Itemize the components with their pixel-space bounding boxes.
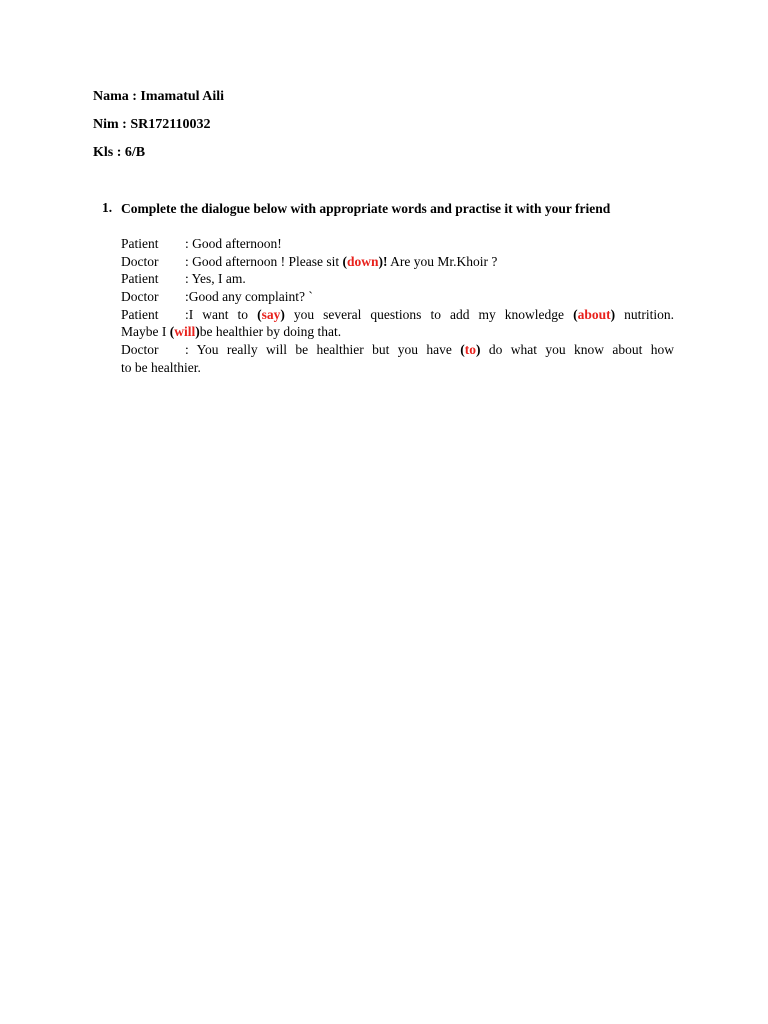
dialogue-line: [121, 360, 201, 376]
dialogue-text: : Good afternoon!: [185, 236, 282, 251]
dialogue-text: nutrition.: [615, 307, 674, 322]
dialogue-text: to be healthier.: [121, 360, 201, 375]
question-number: 1.: [102, 200, 113, 215]
dialogue-text: : You really will be healthier but you have: [185, 342, 461, 357]
dialogue-text: : Yes, I am.: [185, 271, 246, 286]
dialogue-text: you several questions to add my knowledge: [284, 307, 574, 322]
dialogue-line: Doctor : You really will be healthier but you have (to) do what you know about how: [121, 342, 674, 357]
dialogue-text: :Good any complaint? `: [185, 289, 313, 304]
dialogue-line: Maybe I (will)be healthier by doing that.: [121, 324, 342, 339]
answer-word: down: [346, 254, 379, 269]
dialogue-text: Maybe I: [121, 324, 170, 339]
speaker-label: Patient: [121, 236, 159, 251]
answer-word: will: [174, 324, 196, 339]
student-nim: Nim : SR172110032: [93, 117, 211, 132]
dialogue-line: [121, 236, 282, 252]
dialogue-line: Doctor : Good afternoon ! Please sit (down)! Are you Mr.Khoir ?: [121, 254, 498, 269]
speaker-label: Patient: [121, 307, 159, 322]
dialogue-text: Are you Mr.Khoir ?: [387, 254, 498, 269]
dialogue-text: :I want to: [185, 307, 258, 322]
student-class: Kls : 6/B: [93, 145, 146, 160]
answer-word: to: [464, 342, 476, 357]
speaker-label: Doctor: [121, 254, 159, 269]
dialogue-line: Patient :I want to (say) you several questions to add my knowledge (about) nutrition.: [121, 307, 674, 322]
speaker-label: Patient: [121, 271, 159, 286]
speaker-label: Doctor: [121, 289, 159, 304]
answer-word: about: [577, 307, 611, 322]
question-instruction: Complete the dialogue below with appropriate words and practise it with your friend: [121, 201, 611, 216]
student-name: Nama : Imamatul Aili: [93, 89, 225, 104]
dialogue-text: : Good afternoon ! Please sit: [185, 254, 343, 269]
dialogue-line: [121, 271, 246, 287]
dialogue-text: do what you know about how: [480, 342, 674, 357]
dialogue-text: be healthier by doing that.: [199, 324, 342, 339]
dialogue-line: [121, 289, 313, 305]
speaker-label: Doctor: [121, 342, 159, 357]
answer-word: say: [261, 307, 281, 322]
